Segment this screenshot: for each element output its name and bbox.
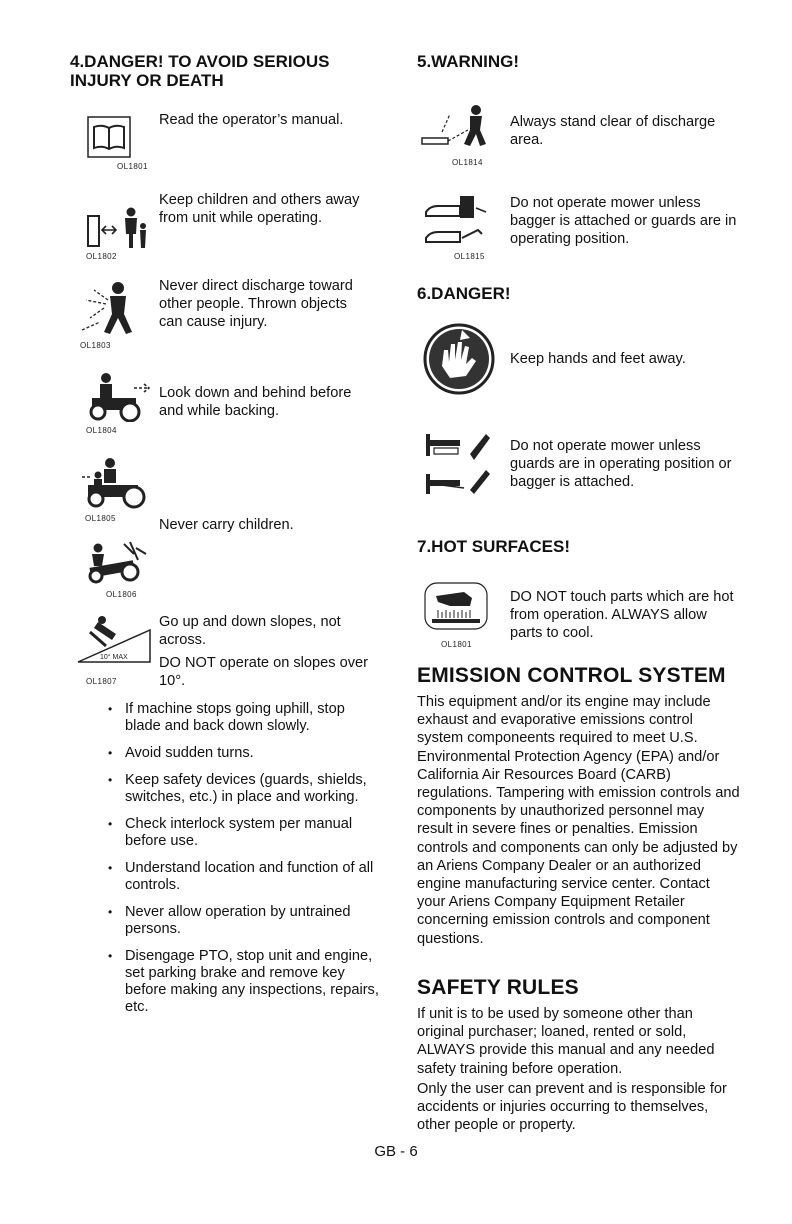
instruction-text: Read the operator’s manual.	[159, 112, 344, 128]
slope-label: 10° MAX	[100, 654, 128, 661]
danger-heading-line2: INJURY OR DEATH	[70, 71, 224, 90]
tip-over-icon	[86, 540, 152, 584]
instruction-text: DO NOT touch parts which are hot from operation. ALWAYS allow parts to cool.	[510, 589, 734, 641]
list-item: • Understand location and function of all controls.	[108, 860, 374, 893]
hand-blade-icon	[422, 322, 496, 396]
page-number: GB - 6	[374, 1143, 418, 1160]
symbol-code: OL1801	[117, 162, 148, 171]
symbol-code: OL1814	[452, 158, 483, 167]
instruction-text: DO NOT operate on slopes over 10°.	[159, 655, 369, 689]
manual-book-icon	[87, 116, 131, 158]
keep-away-children-icon	[86, 204, 148, 250]
symbol-code: OL1802	[86, 252, 117, 261]
safety-rules-heading: SAFETY RULES	[417, 976, 579, 999]
list-item: • If machine stops going uphill, stop blade and back down slowly.	[108, 701, 345, 734]
danger-heading-line1: 4.DANGER! TO AVOID SERIOUS	[70, 52, 330, 71]
instruction-text: Always stand clear of discharge area.	[510, 114, 716, 148]
list-item: • Keep safety devices (guards, shields, switches, etc.) in place and working.	[108, 772, 367, 805]
no-passengers-icon	[80, 455, 152, 511]
hot-surface-icon	[424, 582, 488, 630]
look-behind-backing-icon	[86, 370, 158, 422]
warning-heading: 5.WARNING!	[417, 52, 519, 71]
symbol-code: OL1805	[85, 514, 116, 523]
symbol-code: OL1807	[86, 677, 117, 686]
thrown-objects-icon	[80, 278, 142, 338]
instruction-text: Keep children and others away from unit while operating.	[159, 192, 360, 226]
instruction-text: Go up and down slopes, not across.	[159, 614, 341, 648]
instruction-text: Look down and behind before and while backing.	[159, 385, 352, 419]
instruction-text: Never direct discharge toward other people. Thrown objects can cause injury.	[159, 278, 353, 330]
list-item: • Avoid sudden turns.	[108, 745, 254, 761]
symbol-code: OL1815	[454, 252, 485, 261]
list-item: • Check interlock system per manual before use.	[108, 816, 353, 849]
emission-paragraph: This equipment and/or its engine may include exhaust and evaporative emissions control system componeents required to meet U.S. Environmental Protection Agency (EPA) and/or California Air Resources Board (CARB) regulations. Tampering with emission controls and components by unauthorized personnel may result in severe fines or penalties. Emission controls and components can only be adjusted by an Ariens Company Dealer or an authorized engine manufacturing service center. Contact your Ariens Company Equipment Retailer concerning emission controls and component questions.	[417, 694, 740, 947]
emission-heading: EMISSION CONTROL SYSTEM	[417, 664, 726, 687]
safety-bullet-list	[103, 701, 383, 1026]
instruction-text: Never carry children.	[159, 517, 294, 533]
symbol-code: OL1803	[80, 341, 111, 350]
discharge-area-icon	[420, 104, 500, 154]
danger-heading: 6.DANGER!	[417, 284, 511, 303]
instruction-text: Keep hands and feet away.	[510, 351, 686, 367]
symbol-code: OL1804	[86, 426, 117, 435]
instruction-text: Do not operate mower unless guards are in operating position or bagger is attached.	[510, 438, 732, 490]
guards-position-icon	[420, 430, 500, 496]
instruction-text: Do not operate mower unless bagger is attached or guards are in operating position.	[510, 195, 737, 247]
symbol-code: OL1801	[441, 640, 472, 649]
slope-warning-icon	[76, 612, 154, 664]
safety-paragraph: If unit is to be used by someone other than original purchaser; loaned, rented or sold, ALWAYS provide this manual and any needed safety training before operation.	[417, 1006, 715, 1077]
hot-surfaces-heading: 7.HOT SURFACES!	[417, 537, 571, 556]
list-item: • Never allow operation by untrained persons.	[108, 904, 351, 937]
bagger-guards-icon	[420, 192, 500, 248]
safety-paragraph: Only the user can prevent and is responsible for accidents or injuries occurring to themselves, other people or property.	[417, 1081, 727, 1134]
symbol-code: OL1806	[106, 590, 137, 599]
list-item: • Disengage PTO, stop unit and engine, set parking brake and remove key before making any inspections, repairs, etc.	[108, 948, 379, 1015]
